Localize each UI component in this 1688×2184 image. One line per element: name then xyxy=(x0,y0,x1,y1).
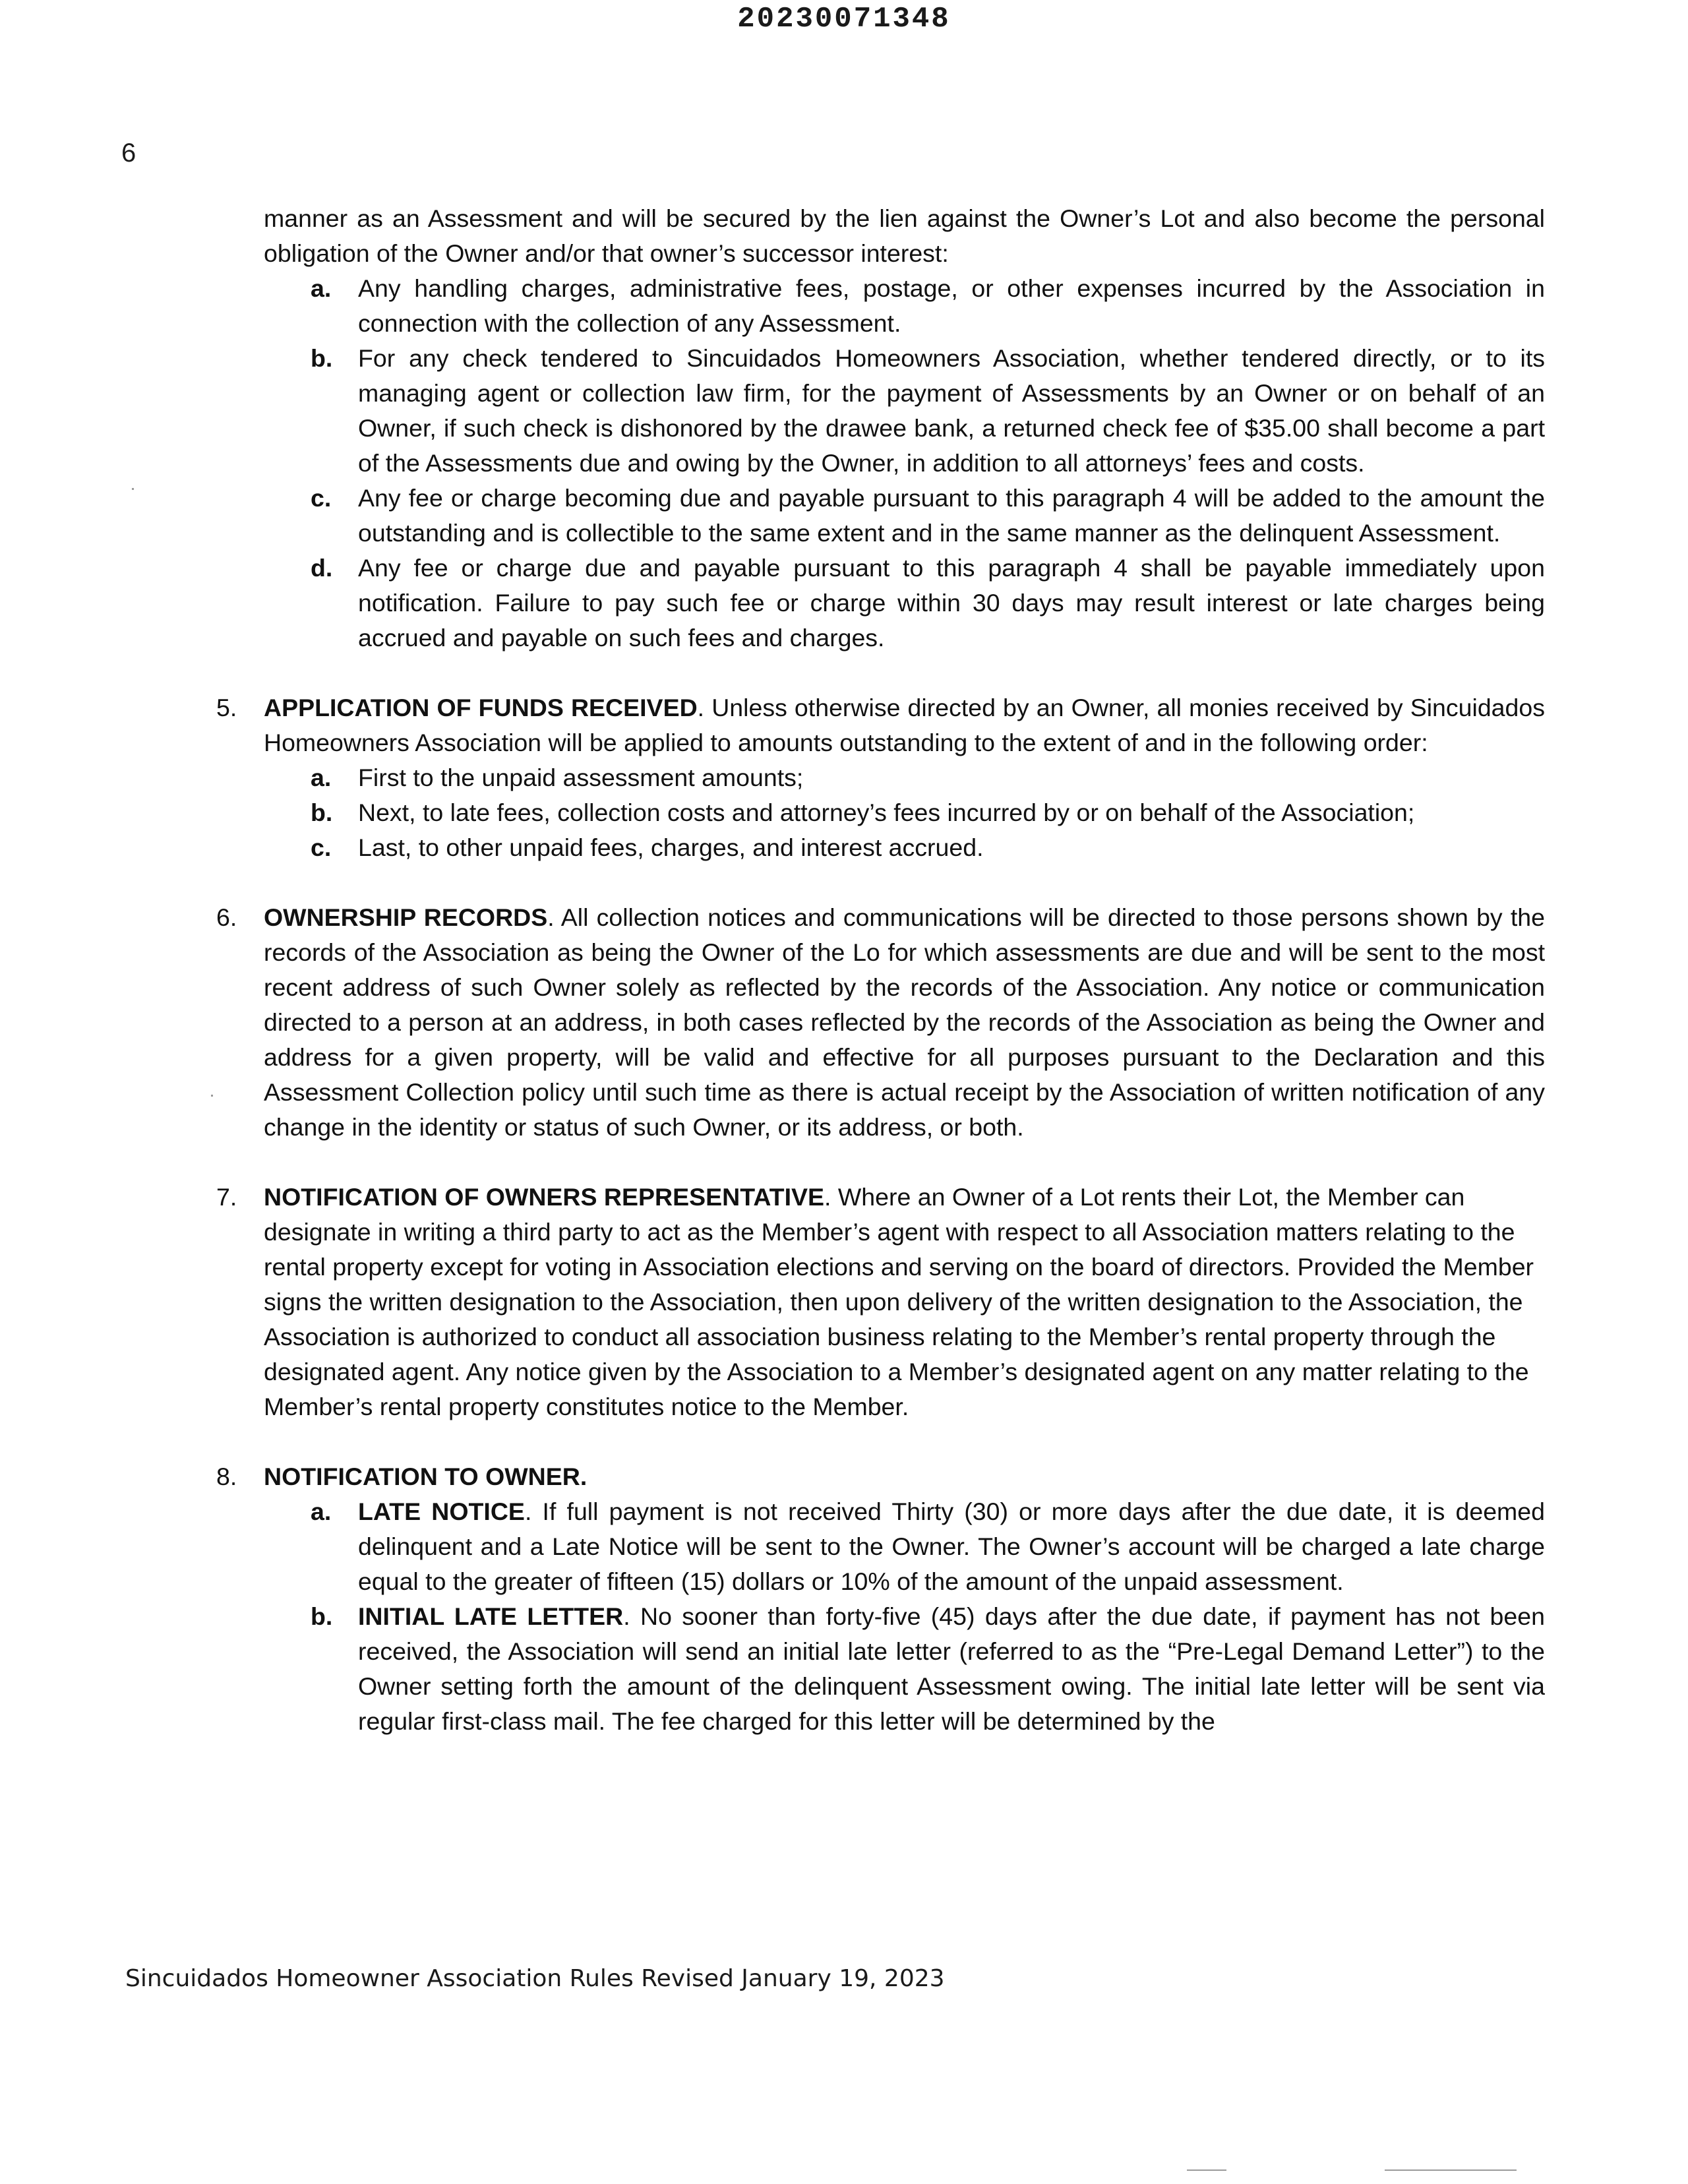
scan-speck xyxy=(132,488,134,490)
section-paragraph xyxy=(264,1180,1545,1424)
page-number: 6 xyxy=(121,138,136,167)
section-application-of-funds xyxy=(216,690,1545,865)
section-number: 7. xyxy=(216,1183,237,1211)
list-letter: d. xyxy=(311,554,333,582)
list-text: Last, to other unpaid fees, charges, and interest accrued. xyxy=(358,834,984,861)
section-list xyxy=(264,1494,1545,1739)
list-item xyxy=(311,271,1545,341)
list-text: Any handling charges, administrative fees, postage, or other expenses incurred by the Association in connection with the collection of any Assessment. xyxy=(358,274,1545,337)
list-letter: c. xyxy=(311,484,332,512)
list-letter: a. xyxy=(311,1498,332,1525)
list-item xyxy=(311,1599,1545,1739)
section-ownership-records xyxy=(216,900,1545,1145)
section-heading: OWNERSHIP RECORDS xyxy=(264,903,548,931)
list-text: For any check tendered to Sincuidados Homeowners Association, whether tendered directly, or to its managing agent or collection law firm, for the payment of Assessments by an Owner or on behalf of an Owner, if such check is dishonored by the drawee bank, a returned check fee of $35.00 shall become a part of the Assessments due and owing by the Owner, in addition to all attorneys’ fees and costs. xyxy=(358,344,1545,477)
section-paragraph xyxy=(264,690,1545,760)
section-number: 6. xyxy=(216,903,237,931)
list-item xyxy=(311,551,1545,655)
list-item xyxy=(311,795,1545,830)
list-heading: INITIAL LATE LETTER xyxy=(358,1602,624,1630)
section-heading: NOTIFICATION TO OWNER. xyxy=(264,1463,588,1490)
section-text: . All collection notices and communications will be directed to those persons shown by the records of the Association as being the Owner of the Lo for which assessments are due and will be sent to the most recent address of such Owner solely as reflected by the records of the Association. Any notice or communication directed to a person at an address, in both cases reflected by the records of the Association as being the Owner and address for a given property, will be valid and effective for all purposes pursuant to the Declaration and this Assessment Collection policy until such time as there is actual receipt by the Association of written notification of any change in the identity or status of such Owner, or its address, or both. xyxy=(264,903,1545,1141)
page-footer: Sincuidados Homeowner Association Rules Revised January 19, 2023 xyxy=(125,1965,945,1992)
section-paragraph xyxy=(264,1459,1545,1494)
section-list xyxy=(264,760,1545,865)
document-body xyxy=(216,201,1545,1739)
list-text: First to the unpaid assessment amounts; xyxy=(358,764,804,791)
list-text: Next, to late fees, collection costs and attorney’s fees incurred by or on behalf of the Association; xyxy=(358,799,1415,826)
list-item xyxy=(311,1494,1545,1599)
section-text: . Where an Owner of a Lot rents their Lot, the Member can designate in writing a third party to act as the Member’s agent with respect to all Association matters relating to the rental property except for voting in Association elections and serving on the board of directors. Provided the Member signs the written designation to the Association, then upon delivery of the written designation to the Association, the Association is authorized to conduct all association business relating to the Member’s rental property through the designated agent. Any notice given by the Association to a Member’s designated agent on any matter relating to the Member’s rental property constitutes notice to the Member. xyxy=(264,1183,1534,1420)
list-letter: a. xyxy=(311,274,332,302)
section-heading: APPLICATION OF FUNDS RECEIVED xyxy=(264,694,698,721)
intro-paragraph: manner as an Assessment and will be secured by the lien against the Owner’s Lot and also become the personal obligation of the Owner and/or that owner’s successor interest: xyxy=(264,204,1545,267)
list-letter: a. xyxy=(311,764,332,791)
list-text: . If full payment is not received Thirty (30) or more days after the due date, it is deemed delinquent and a Late Notice will be sent to the Owner. The Owner’s account will be charged a late charge equal to the greater of fifteen (15) dollars or 10% of the amount of the unpaid assessment. xyxy=(358,1498,1545,1595)
scan-speck xyxy=(1187,2169,1226,2171)
section-owners-representative xyxy=(216,1180,1545,1424)
list-letter: c. xyxy=(311,834,332,861)
list-heading: LATE NOTICE xyxy=(358,1498,525,1525)
scan-speck xyxy=(1385,2169,1517,2171)
list-item xyxy=(311,481,1545,551)
list-letter: b. xyxy=(311,1602,333,1630)
document-number: 20230071348 xyxy=(737,3,951,36)
list-item xyxy=(311,830,1545,865)
list-text: Any fee or charge due and payable pursuant to this paragraph 4 shall be payable immediately upon notification. Failure to pay such fee or charge within 30 days may result interest or late charges being accrued and payable on such fees and charges. xyxy=(358,554,1545,652)
list-text: Any fee or charge becoming due and payable pursuant to this paragraph 4 will be added to the amount the outstanding and is collectible to the same extent and in the same manner as the delinquent Assessment. xyxy=(358,484,1545,547)
section-notification-to-owner xyxy=(216,1459,1545,1739)
list-text: . No sooner than forty-five (45) days after the due date, if payment has not been received, the Association will send an initial late letter (referred to as the “Pre-Legal Demand Letter”) to the Owner setting forth the amount of the delinquent Assessment owing. The initial late letter will be sent via regular first-class mail. The fee charged for this letter will be determined by the xyxy=(358,1602,1545,1735)
intro-list xyxy=(264,271,1545,655)
section-heading: NOTIFICATION OF OWNERS REPRESENTATIVE xyxy=(264,1183,825,1211)
section-text: . Unless otherwise directed by an Owner, all monies received by Sincuidados Homeowners Association will be applied to amounts outstanding to the extent of and in the following order: xyxy=(264,694,1545,756)
list-letter: b. xyxy=(311,799,333,826)
scan-speck xyxy=(211,1095,213,1097)
section-number: 5. xyxy=(216,694,237,721)
list-item xyxy=(311,760,1545,795)
section-paragraph xyxy=(264,900,1545,1145)
list-letter: b. xyxy=(311,344,333,372)
list-item xyxy=(311,341,1545,481)
section-number: 8. xyxy=(216,1463,237,1490)
